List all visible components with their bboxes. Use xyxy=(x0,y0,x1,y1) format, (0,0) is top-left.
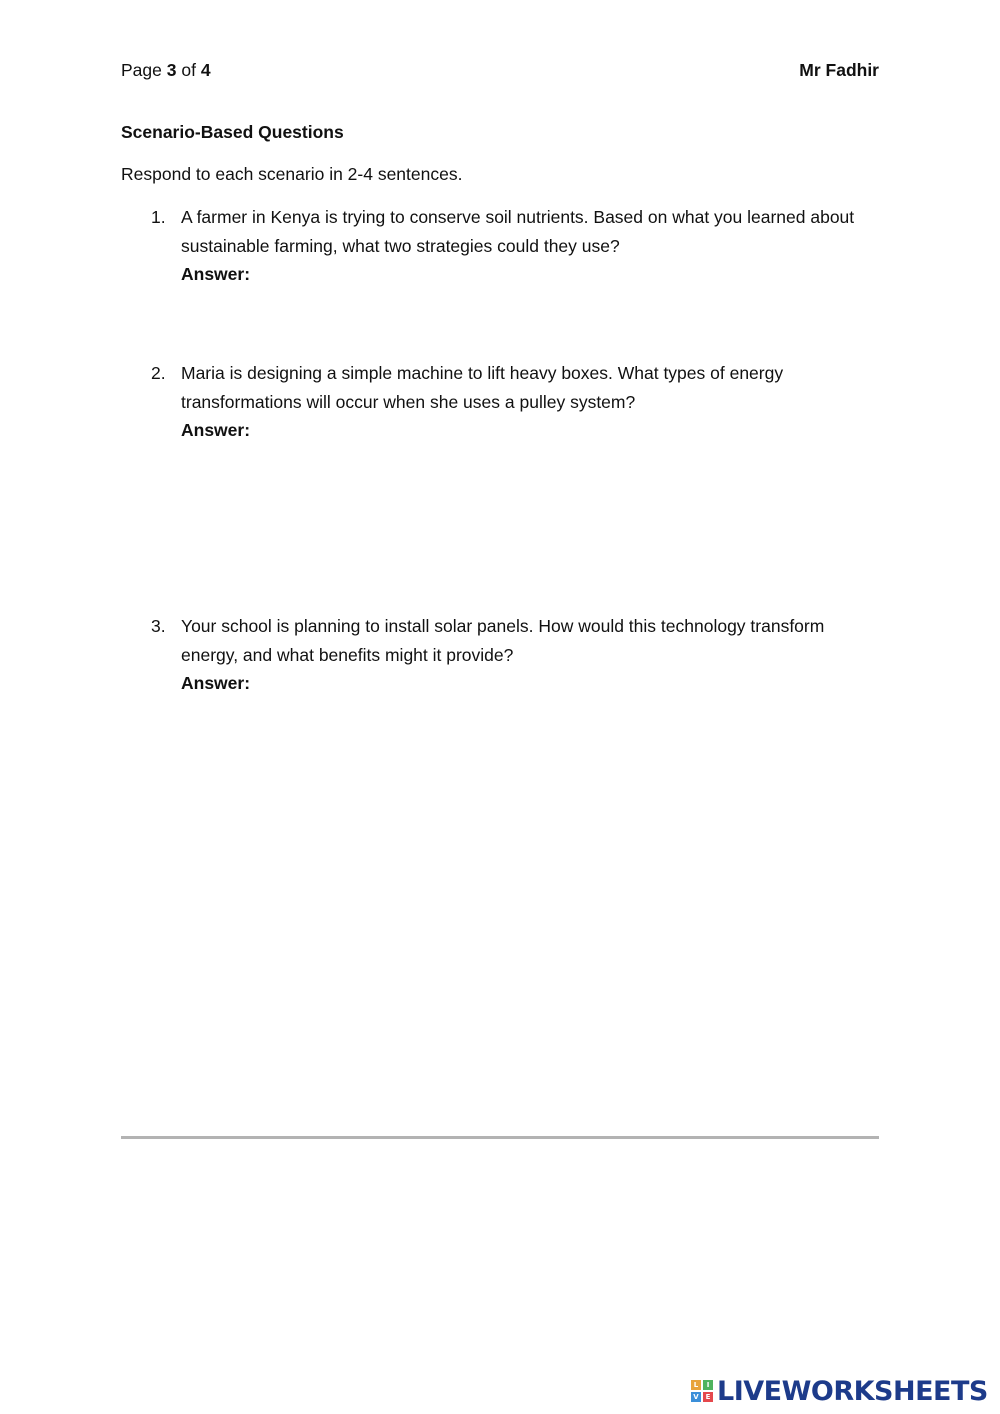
answer-label: Answer: xyxy=(181,673,251,693)
question-item xyxy=(121,612,881,698)
question-item xyxy=(121,203,881,289)
question-text: Your school is planning to install solar panels. How would this technology transform energy, and what benefits might it provide? xyxy=(181,616,825,665)
question-number: 1. xyxy=(151,207,166,227)
logo-letter-l: L xyxy=(691,1380,701,1390)
page-header xyxy=(121,60,879,84)
footer-divider xyxy=(121,1136,879,1139)
current-page: 3 xyxy=(166,60,177,80)
liveworksheets-brand[interactable] xyxy=(691,1374,988,1408)
author-name: Mr Fadhir xyxy=(799,60,879,80)
question-text: A farmer in Kenya is trying to conserve soil nutrients. Based on what you learned about sustainable farming, what two strategies could they use? xyxy=(181,207,855,256)
question-number: 3. xyxy=(151,616,166,636)
logo-letter-i: I xyxy=(703,1380,713,1390)
instructions: Respond to each scenario in 2-4 sentences. xyxy=(121,164,463,184)
answer-label: Answer: xyxy=(181,264,251,284)
page-word: Page xyxy=(121,60,162,80)
total-pages: 4 xyxy=(200,60,211,80)
question-item xyxy=(121,359,881,445)
logo-letter-e: E xyxy=(703,1392,713,1402)
section-title: Scenario-Based Questions xyxy=(121,122,344,142)
question-text: Maria is designing a simple machine to lift heavy boxes. What types of energy transformations will occur when she uses a pulley system? xyxy=(181,363,784,412)
logo-letter-v: V xyxy=(691,1392,701,1402)
answer-label: Answer: xyxy=(181,420,251,440)
brand-text: LIVEWORKSHEETS xyxy=(717,1375,988,1407)
question-number: 2. xyxy=(151,363,166,383)
of-word: of xyxy=(181,60,196,80)
liveworksheets-logo-icon xyxy=(691,1380,713,1402)
page-number xyxy=(121,60,211,81)
